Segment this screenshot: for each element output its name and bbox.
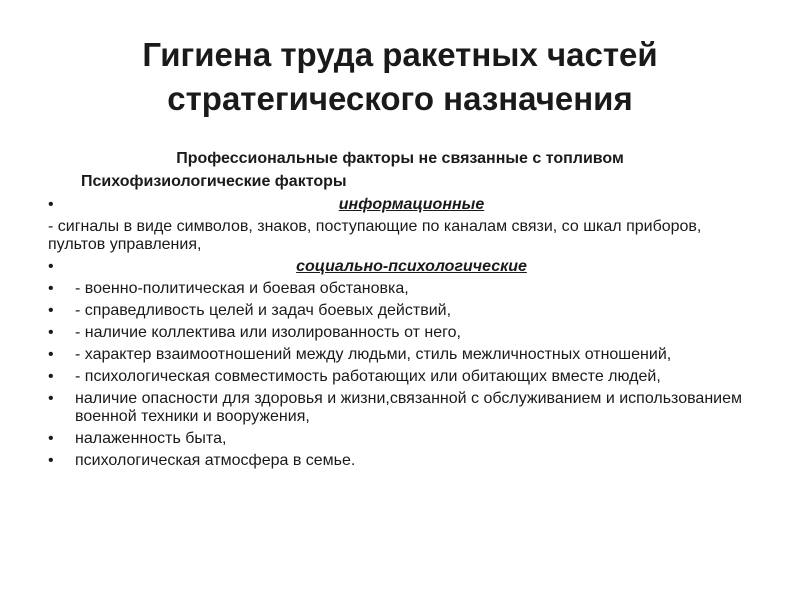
bullet-marker: • — [48, 346, 54, 363]
list-item — [48, 430, 748, 448]
title-line-2: стратегического назначения — [167, 80, 633, 117]
list-item-text: - справедливость целей и задач боевых действий, — [75, 302, 452, 319]
list-item — [48, 218, 748, 254]
subtitle-psychophysiological: Психофизиологические факторы — [81, 173, 347, 190]
title-line-1: Гигиена труда ракетных частей — [142, 36, 658, 73]
list-item — [48, 196, 748, 214]
list-item-text: - сигналы в виде символов, знаков, поступающие по каналам связи, со шкал приборов, пультов управления, — [48, 218, 702, 253]
list-item-text: - характер взаимоотношений между людьми, стиль межличностных отношений, — [75, 346, 672, 363]
list-item — [48, 280, 748, 298]
list-item-text: налаженность быта, — [75, 430, 227, 447]
subtitle: Профессиональные факторы не связанные с топливом — [176, 150, 624, 167]
list-item — [48, 390, 748, 426]
list-item — [48, 302, 748, 320]
list-item — [48, 368, 748, 386]
bullet-marker: • — [48, 430, 54, 447]
list-item-text: - военно-политическая и боевая обстановка, — [75, 280, 409, 297]
list-item-text: наличие опасности для здоровья и жизни,связанной с обслуживанием и использованием военной техники и вооружения, — [75, 390, 742, 425]
list-item — [48, 452, 748, 470]
list-item-text: - психологическая совместимость работающих или обитающих вместе людей, — [75, 368, 661, 385]
list-item-text: психологическая атмосфера в семье. — [75, 452, 356, 469]
bullet-marker: • — [48, 196, 54, 213]
bullet-list — [48, 196, 748, 474]
heading-informational: информационные — [338, 196, 485, 213]
heading-socio-psychological: социально-психологические — [296, 258, 527, 275]
list-item-text: - наличие коллектива или изолированность от него, — [75, 324, 461, 341]
bullet-marker: • — [48, 390, 54, 407]
bullet-marker: • — [48, 280, 54, 297]
bullet-marker: • — [48, 324, 54, 341]
list-item — [48, 324, 748, 342]
bullet-marker: • — [48, 258, 54, 275]
list-item — [48, 258, 748, 276]
bullet-marker: • — [48, 302, 54, 319]
bullet-marker: • — [48, 452, 54, 469]
slide-title — [0, 33, 800, 121]
bullet-marker: • — [48, 368, 54, 385]
list-item — [48, 346, 748, 364]
